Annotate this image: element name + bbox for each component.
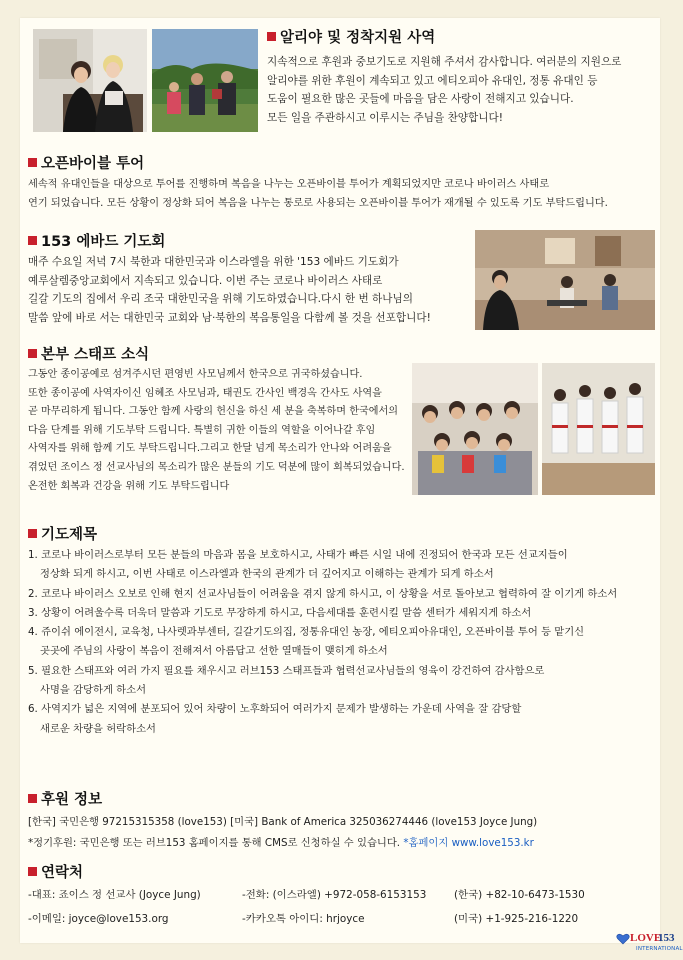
openbible-line-2: 연기 되었습니다. 모든 상황이 정상화 되어 복음을 나누는 통로로 사용되는 오픈바이블 투어가 재개될 수 있도록 기도 부탁드립니다. — [28, 197, 608, 209]
photo-two-women — [33, 29, 147, 132]
aliyah-line-3: 도움이 필요한 많은 곳들에 마음을 담은 사랑이 전해지고 있습니다. — [267, 93, 574, 106]
prayer-item-1-cont: 정상화 되게 하시고, 이번 사태로 이스라엘과 한국의 관계가 더 깊어지고 이해하는 관계가 되게 하소서 — [40, 568, 494, 581]
heading-marker — [28, 529, 37, 538]
prayer-item-4-cont: 곳곳에 주님의 사랑이 복음이 전해져서 아름답고 선한 열매들이 맺히게 하소서 — [40, 645, 388, 658]
photo-taekwondo — [542, 363, 655, 495]
love153-logo — [616, 932, 683, 958]
prayer-item-1: 1. 코로나 바이러스로부터 모든 분들의 마음과 몸을 보호하시고, 사태가 빠른 시일 내에 진정되어 한국과 모든 선교지들이 — [28, 549, 568, 561]
heart-icon — [616, 932, 630, 946]
photo-children-class — [412, 363, 538, 495]
heading-marker — [28, 158, 37, 167]
logo-sub: INTERNATIONAL — [636, 946, 683, 952]
aliyah-line-2: 알리야를 위한 후원이 계속되고 있고 에티오피아 유대인, 정통 유대인 등 — [267, 74, 598, 87]
ephod-line-2: 예루살렘중앙교회에서 지속되고 있습니다. 이번 주는 코로나 바이러스 사태로 — [28, 274, 383, 287]
prayer-item-6: 6. 사역지가 넓은 지역에 분포되어 있어 차량이 노후화되어 여러가지 문제가 발생하는 가운데 사역을 잘 감당할 — [28, 703, 522, 716]
prayer-title: 기도제목 — [41, 527, 98, 543]
prayer-item-5: 5. 필요한 스태프와 여러 가지 필요를 채우시고 러브153 스태프들과 협력선교사님들의 영육이 강건하여 감사함으로 — [28, 664, 545, 677]
support-homepage-link[interactable]: *홈페이지 www.love153.kr — [403, 837, 534, 849]
ephod-heading — [28, 230, 165, 251]
ephod-line-3: 길갈 기도의 집에서 우리 조국 대한민국을 위해 기도하였습니다.다시 한 번 하나님의 — [28, 293, 413, 306]
aliyah-line-1: 지속적으로 후원과 중보기도로 지원해 주셔서 감사합니다. 여러분의 지원으로 — [267, 56, 622, 68]
staff-line-4: 다음 단계를 위해 기도부탁 드립니다. 특별히 귀한 이들의 역할을 이어나갈 후임 — [28, 424, 376, 436]
staff-line-2: 또한 종이공예 사역자이신 임혜조 사모님과, 태권도 간사인 백경옥 간사도 사역을 — [28, 387, 382, 399]
openbible-body — [28, 176, 656, 213]
contact-title: 연락처 — [41, 865, 84, 881]
heading-marker — [28, 794, 37, 803]
aliyah-line-4: 모든 일을 주관하시고 이루시는 주님을 찬양합니다! — [267, 111, 503, 124]
contact-email[interactable]: -이메일: joyce@love153.org — [28, 913, 169, 925]
aliyah-title: 알리야 및 정착지원 사역 — [280, 30, 436, 46]
staff-body — [28, 366, 414, 496]
heading-marker — [267, 32, 276, 41]
logo-name: LOVE — [630, 932, 662, 944]
ephod-body — [28, 253, 478, 327]
staff-heading — [28, 343, 149, 364]
contact-phone-usa[interactable]: (미국) +1-925-216-1220 — [454, 913, 579, 925]
prayer-item-6-cont: 새로운 차량을 허락하소서 — [40, 722, 156, 735]
newsletter-page — [20, 18, 660, 943]
ephod-line-1: 매주 수요일 저녁 7시 북한과 대한민국과 이스라엘을 위한 '153 에바드 기도회가 — [28, 256, 399, 268]
staff-line-6: 겪었던 조이스 정 선교사님의 목소리가 많은 분들의 기도 덕분에 많이 회복되었습니다. — [28, 461, 405, 473]
prayer-item-3: 3. 상황이 어려울수록 더욱더 말씀과 기도로 무장하게 하시고, 다음세대를 훈련시킬 말씀 센터가 세워지게 하소서 — [28, 606, 532, 619]
ephod-title: 153 에바드 기도회 — [41, 234, 166, 250]
contact-heading — [28, 861, 83, 882]
staff-line-5: 사역자를 위해 함께 기도 부탁드립니다.그리고 한달 넘게 목소리가 안나와 어려움을 — [28, 443, 392, 455]
aliyah-heading — [267, 26, 435, 47]
openbible-title: 오픈바이블 투어 — [41, 156, 145, 172]
logo-number: 153 — [658, 932, 675, 944]
staff-title: 본부 스태프 소식 — [41, 347, 150, 363]
prayer-item-4: 4. 쥬이쉬 에이전시, 교육청, 나사렛과부센터, 길갈기도의집, 정통유대인 농장, 에티오피아유대인, 오픈바이블 투어 등 맡기신 — [28, 626, 585, 639]
prayer-item-5-cont: 사명을 감당하게 하소서 — [40, 684, 147, 697]
support-accounts: [한국] 국민은행 97215315358 (love153) [미국] Bank of America 325036274446 (love153 Joyce Jung) — [28, 816, 538, 828]
staff-line-7: 온전한 회복과 건강을 위해 기도 부탁드립니다 — [28, 480, 230, 492]
contact-rep: -대표: 죠이스 정 선교사 (Joyce Jung) — [28, 889, 201, 901]
photo-prayer-meeting — [475, 230, 655, 330]
aliyah-body — [267, 53, 652, 127]
contact-kakao: -카카오톡 아이디: hrjoyce — [242, 913, 365, 925]
support-body — [28, 812, 658, 854]
support-heading — [28, 788, 102, 809]
contact-phone-israel[interactable]: -전화: (이스라엘) +972-058-6153153 — [242, 889, 427, 901]
support-regular — [28, 833, 658, 854]
staff-line-3: 곧 마무리하게 됩니다. 그동안 함께 사랑의 헌신을 하신 세 분을 축복하며 한국에서의 — [28, 406, 399, 418]
prayer-heading — [28, 523, 97, 544]
ephod-line-4: 말씀 앞에 바로 서는 대한민국 교회와 남·북한의 복음통일을 다함께 볼 것을 선포합니다! — [28, 311, 431, 324]
support-title: 후원 정보 — [41, 792, 103, 808]
prayer-body — [28, 546, 658, 739]
heading-marker — [28, 867, 37, 876]
support-regular-text: *정기후원: 국민은행 또는 러브153 홈페이지를 통해 CMS로 신청하실 수 있습니다. — [28, 837, 401, 849]
staff-line-1: 그동안 종이공예로 섬겨주시던 편영빈 사모님께서 한국으로 귀국하셨습니다. — [28, 369, 363, 380]
openbible-heading — [28, 152, 144, 173]
prayer-item-2: 2. 코로나 바이러스 오보로 인해 현지 선교사님들이 어려움을 겪지 않게 하시고, 이 상황을 서로 돌아보고 협력하여 잘 이기게 하소서 — [28, 587, 618, 600]
openbible-line-1: 세속적 유대인들을 대상으로 투어를 진행하며 복음을 나누는 오픈바이블 투어가 계획되었지만 코로나 바이러스 사태로 — [28, 179, 550, 190]
heading-marker — [28, 236, 37, 245]
contact-phone-korea[interactable]: (한국) +82-10-6473-1530 — [454, 889, 585, 901]
heading-marker — [28, 349, 37, 358]
photo-garden-group — [152, 29, 258, 132]
